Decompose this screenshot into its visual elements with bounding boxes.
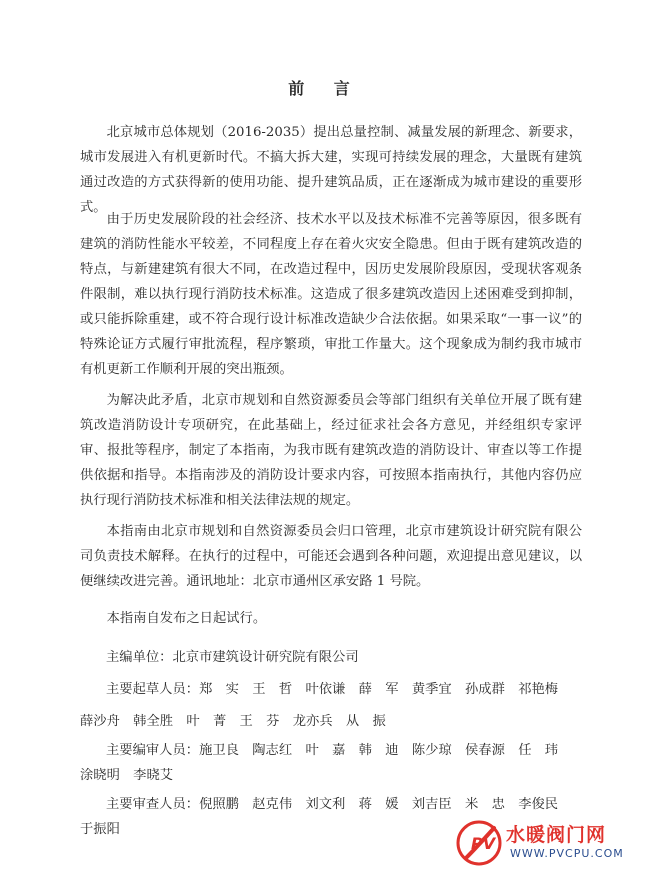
- svg-text:PV: PV: [471, 834, 496, 853]
- examiners-line-1: 主要审查人员：倪照鹏 赵克伟 刘文利 蒋 媛 刘吉臣 米 忠 李俊民: [106, 797, 559, 812]
- drafters-line-2: 薛沙舟 韩全胜 叶 菁 王 芬 龙亦兵 从 振: [80, 714, 386, 729]
- paragraph-1: 北京城市总体规划（2016-2035）提出总量控制、减量发展的新理念、新要求，城市发展进入有机更新时代。不搞大拆大建，实现可持续发展的理念，大量既有建筑通过改造的方式获得新的使用功能、提升建筑品质，正在逐渐成为城市建设的重要形式。: [80, 125, 582, 215]
- paragraph-5: 本指南自发布之日起试行。: [106, 611, 267, 626]
- paragraph-2: 由于历史发展阶段的社会经济、技术水平以及技术标准不完善等原因，很多既有建筑的消防性能水平较差，不同程度上存在着火灾安全隐患。但由于既有建筑改造的特点，与新建建筑有很大不同，在改造过程中，因历史发展阶段原因，受现状客观条件限制，难以执行现行消防技术标准。这造成了很多建筑改造因上述困难受到抑制，或只能拆除重建，或不符合现行设计标准改造缺少合法依据。如果采取“一事一议”的特殊论证方式履行审批流程，程序繁琐，审批工作量大。这个现象成为制约我市城市有机更新工作顺利开展的突出瓶颈。: [80, 212, 582, 377]
- paragraph-4: 本指南由北京市规划和自然资源委员会归口管理，北京市建筑设计研究院有限公司负责技术解释。在执行的过程中，可能还会遇到各种问题，欢迎提出意见建议，以便继续改进完善。通讯地址：北京市通州区承安路 1 号院。: [80, 524, 582, 589]
- watermark-site-name: 水暖阀门网: [506, 824, 607, 846]
- paragraph-3: 为解决此矛盾，北京市规划和自然资源委员会等部门组织有关单位开展了既有建筑改造消防设计专项研究，在此基础上，经过征求社会各方意见，并经组织专家评审、报批等程序，制定了本指南，为我市既有建筑改造的消防设计、审查以等工作提供依据和指导。本指南涉及的消防设计要求内容，可按照本指南执行，其他内容仍应执行现行消防技术标准和相关法律法规的规定。: [80, 393, 582, 508]
- drafters-line-1: 主要起草人员：郑 实 王 哲 叶依谦 薛 军 黄季宜 孙成群 祁艳梅: [106, 682, 559, 697]
- reviewers-line-1: 主要编审人员：施卫良 陶志红 叶 嘉 韩 迪 陈少琼 侯春源 任 玮: [106, 743, 559, 758]
- watermark-site-url: WWW.PVCPU.COM: [510, 847, 624, 860]
- editor-unit-line: 主编单位：北京市建筑设计研究院有限公司: [106, 650, 359, 665]
- site-watermark: [454, 818, 644, 868]
- pv-logo-icon: [454, 818, 504, 868]
- reviewers-line-2: 涂晓明 李晓艾: [80, 768, 174, 783]
- page-title: 前 言: [288, 79, 362, 98]
- examiners-line-2: 于振阳: [80, 822, 120, 837]
